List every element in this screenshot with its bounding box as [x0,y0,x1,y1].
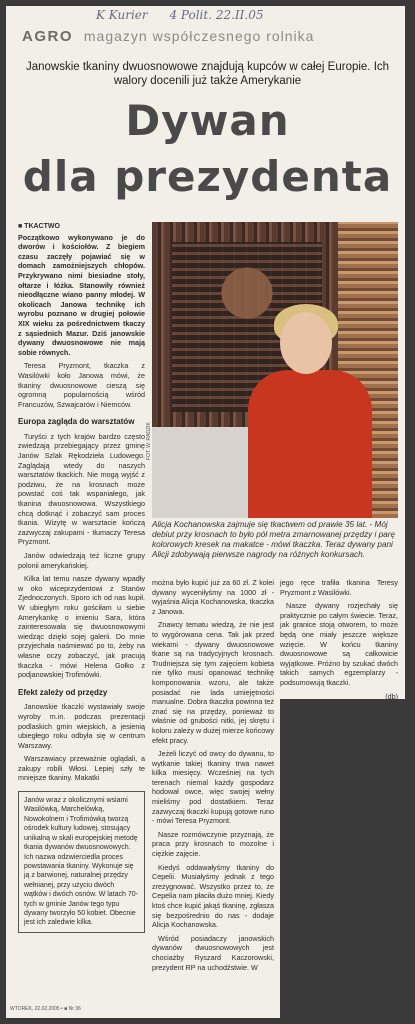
masthead-section: AGRO [22,28,73,45]
paragraph: Kiedyś oddawałyśmy tkaniny do Cepelii. Musiałyśmy jednak z tego zrezygnować. Wszystko przez to, że Cepelia nam płaciła dużo mniej. Kiedy ktoś chce kupić jakąś tkaninę, zgłasza się bezpośrednio do nas - dodaje Alicja Kochanowska. [152,862,274,930]
paragraph: Nasze dywany rozjechały się praktycznie po całym świecie. Teraz, jak granice stoją otworem, to może będą one miały jeszcze większe wzięcie. W końcu tkaniny dwuosnowowe są całkowicie wyjątkowe. Próżno by szukać dwóch takich samych egzemplarzy - podsumowują tkaczki. [280,601,398,687]
column-1 [18,222,145,933]
masthead-tagline: magazyn współczesnego rolnika [83,28,315,44]
face [280,312,332,374]
section-kicker: ■ TKACTWO [18,223,60,230]
author-signature: (db) [385,691,398,701]
paragraph: można było kupić już za 60 zł. Z kolei dywany wyceniłyśmy na 1000 zł - wyjaśnia Alicja Kochanowska, tkaczka z Janowa. [152,578,274,616]
subheading: Efekt zależy od przędzy [18,687,108,697]
photo-weaver [152,222,398,518]
paragraph: Wśród posiadaczy janowskich dywanów dwuosnowowych jest chociażby Ryszard Kaczorowski, prezydent RP na uchodźstwie. W [152,933,274,972]
photo-caption: Alicja Kochanowska zajmuje się tkactwem od prawie 35 lat. - Mój debiut przy krosnach to było pół metra zmarnowanej przędzy i parę kolorowych kresek na makatce - mówi tkaczka. Teraz dywany pani Alicji zdobywają pierwsze nagrody na różnych konkursach. [152,520,396,559]
paragraph: Turyści z tych krajów bardzo często zwiedzają przebiegający przez gminę Janów Szlak Rękodzieła Ludowego. Zaglądają wtedy do naszych warsztatów tkackich. Nie mogą wyjść z podziwu, że na krosnach może powstać coś tak wspaniałego, jak tkanina dwuosnowowa. Wszystkiego chcą dotknąć i zobaczyć sam proces tkania. Wizytę w warsztacie kończą zazwyczaj zakupami - tłumaczy Teresa Pryzmont. [18,431,145,547]
paragraph: Janowskie tkaczki wystawiały swoje wyroby m.in. podczas prezentacji podlaskich gmin wiejskich, a jesienią ubiegłego roku odbyła się w centrum Warszawy. [18,702,145,750]
page-footer: WTOREK, 22.02.2005 • ■ Nr 36 [10,1006,81,1012]
paragraph: Jeżeli liczyć od owcy do dywanu, to wytkanie takiej tkaniny trwa nawet kilka miesięcy. Wcześniej na tych terenach niemal każdy gospodarz hodował owce, więc swojej wełny mieliśmy pod dostatkiem. Teraz zazwyczaj tkaczki kupują gotowe runo - mówi Teresa Pryzmont. [152,749,274,826]
headline-line2: dla prezydenta [22,152,393,201]
woman-figure [242,312,374,518]
masthead [22,28,314,45]
paragraph: Znawcy tematu wiedzą, że nie jest to wygórowana cena. Tak jak przed wiekami - dywany dwuosnowowe tkane są na tradycyjnych krosnach. Trudniejsza się tym zajęciem kobieta nie tylko musi opanować technikę komponowania wzoru, ale także posiadać nie lada umiejętności manualne. Dobra tkaczka powinna też znać się na przędzy, ponieważ to właśnie od grubości nitki, jej skrętu i koloru zależy w dużej mierze końcowy efekt pracy. [152,620,274,745]
paragraph: Nasze rozmówczynie przyznają, że praca przy krosnach to mozolne i ciężkie zajęcie. [152,829,274,859]
red-jacket [248,370,372,518]
lead-text: Janowskie tkaniny dwuosnowowe znajdują kupców w całej Europie. Ich walory docenili już także Amerykanie [25,61,390,87]
paragraph: Warszawiacy przeważnie oglądali, a zakupy robili Włosi. Lepiej szły te mniejsze tkaniny. Makatki [18,754,145,783]
paragraph: Kilka lat temu nasze dywany wpadły w oko wiceprzydentowi z Stanów Zjednoczonych. Sporo ich od nas kupił. W ubiegłym roku gościłam u siebie Amerykankę o imieniu Sara, która zainteresowała się dwuosnowowymi wiedząc dzięki sojej galerii. Do mnie przyjechała naśmiewać po to, żeby na własne oczy zobaczyć, jak pracują tkaczka - mówi Helena Gołko z podjanowskiej Trofimówki. [18,574,145,680]
photo-credit: FOT. W. RADZIK [146,422,152,460]
info-box: Janów wraz z okolicznymi wsiami Wasilówką, Marchelówką, Nowokolnem i Trofimówką tworzą ośrodek kultury ludowej, stosujący unikalną w skali europejskiej metodę tkania dywanów dwuosnowowych. Ich nazwa odzwierciedla proces powstawania tkaniny. Wykonuje się ją z barwionej, naturalnej przędzy wełnianej, przy użyciu dwóch wątków i dwóch osnów. W latach 70-tych w gminie Janów tego typu dywany tworzyło 50 kobiet. Obecnie jest ich zaledwie kilka. [18,791,145,933]
handwritten-publication: K Kurier [96,8,148,22]
column-2 [152,578,274,976]
handwritten-note [96,8,282,22]
paragraph: jego ręce trafiła tkanina Teresy Pryzmont z Wasilówki. [280,578,398,597]
paragraph: Teresa Pryzmont, tkaczka z Wasilówki koło Janowa mówi, że tkaniny dwuosnowowe cieszą się ogromną popularnością wśród Francuzów, Szwajcarów i Niemców. [18,361,145,409]
handwritten-date: 4 Polit. 22.II.05 [169,8,264,22]
headline-line1: Dywan [125,96,290,145]
subheading: Europa zagląda do warsztatów [18,417,135,427]
column-3 [280,578,398,705]
intro-paragraph: Początkowo wykonywano je do dworów i kościołów. Z biegiem czasu zaczęły pojawiać się w domach zamożniejszych chłopów. Przykrywano nimi biesiadne stoły, ołtarze i łóżka. Stanowiły również nieodłączne wiano panny młodej. W okolicach Janowa technikę ich wyrobu poznano w drugiej połowie XIX wieku za pośrednictwem tkaczy z sąsiednich Mazur. Dziś janowskie dywany dwuosnowowe nie mają sobie równych. [18,232,145,357]
paragraph: Janów odwiedzają też liczne grupy polonii amerykańskiej. [18,551,145,570]
